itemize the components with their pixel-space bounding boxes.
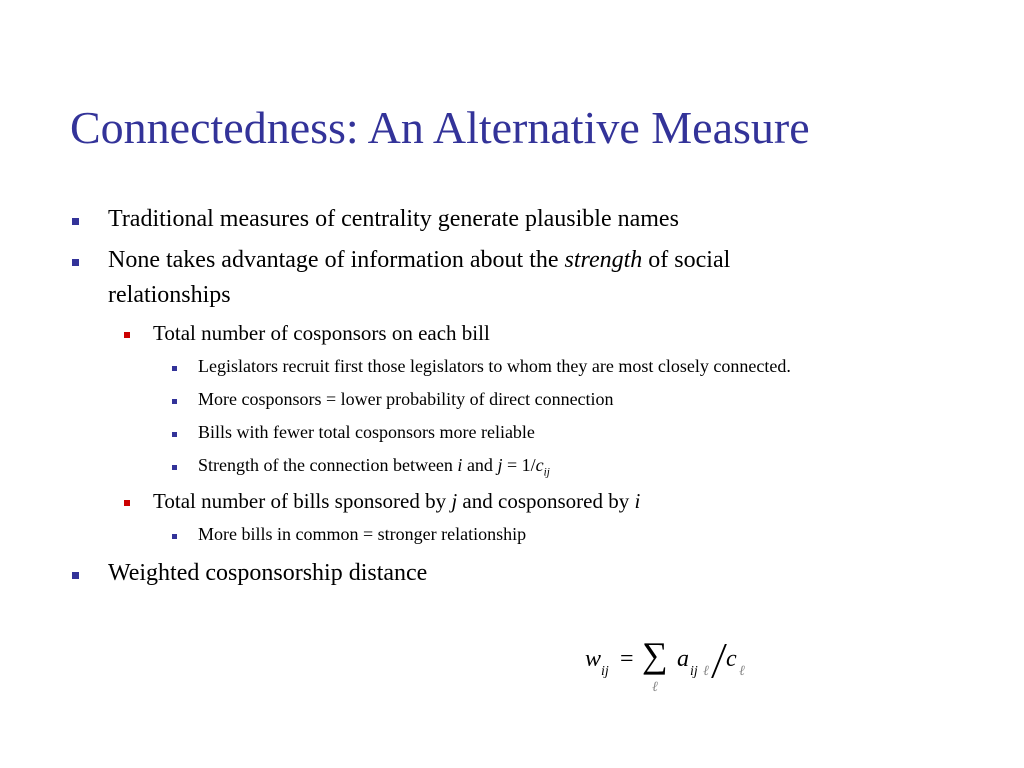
var-c: c: [535, 455, 544, 475]
bullet-text: [153, 489, 640, 514]
bullet-marker-icon: [124, 332, 130, 338]
bullet-text-continuation: relationships: [108, 282, 231, 308]
formula-w: w: [585, 646, 602, 672]
var-j: j: [451, 489, 458, 513]
bullet-text-part: of social: [642, 247, 731, 273]
bullet-text-part: Total number of bills sponsored by: [153, 489, 452, 513]
formula-a-subscript-ell: ℓ: [703, 664, 709, 679]
bullet-text: [108, 247, 730, 274]
bullet-text: More bills in common = stronger relationship: [198, 524, 527, 544]
emphasis-strength: strength: [564, 247, 643, 273]
bullet-text: [198, 455, 550, 479]
bullet-marker-icon: [172, 465, 177, 470]
fraction-slash-icon: [711, 644, 727, 678]
bullet-text-part: and: [462, 455, 498, 475]
bullet-text: Total number of cosponsors on each bill: [153, 321, 490, 345]
bullet-marker-icon: [172, 399, 177, 404]
bullet-text-part: and cosponsored by: [457, 489, 635, 513]
bullet-text: Traditional measures of centrality generate plausible names: [108, 206, 679, 232]
bullet-text: Bills with fewer total cosponsors more reliable: [198, 422, 535, 442]
formula-c: c: [726, 646, 737, 672]
var-i: i: [457, 455, 463, 475]
bullet-text-part: = 1/: [502, 455, 536, 475]
bullet-text-part: None takes advantage of information about the: [108, 247, 565, 273]
bullet-text: Legislators recruit first those legislators to whom they are most closely connected.: [198, 356, 791, 376]
formula-a-subscript: ij: [690, 664, 698, 679]
var-c-subscript: ij: [543, 466, 550, 479]
bullet-text-part: Strength of the connection between: [198, 455, 458, 475]
bullet-marker-icon: [72, 218, 79, 225]
weighted-distance-formula: [585, 636, 765, 706]
formula-equals: =: [620, 646, 634, 672]
slide-title: Connectedness: An Alternative Measure: [70, 102, 810, 153]
sum-icon: ∑: [642, 635, 668, 675]
var-j: j: [497, 455, 503, 475]
formula-c-subscript: ℓ: [739, 664, 745, 679]
bullet-marker-icon: [172, 432, 177, 437]
bullet-marker-icon: [72, 259, 79, 266]
formula-a: a: [677, 646, 689, 672]
formula-w-subscript: ij: [601, 664, 609, 679]
bullet-marker-icon: [172, 534, 177, 539]
bullet-text: Weighted cosponsorship distance: [108, 560, 428, 586]
bullet-marker-icon: [172, 366, 177, 371]
bullet-text: More cosponsors = lower probability of direct connection: [198, 389, 614, 409]
bullet-marker-icon: [72, 572, 79, 579]
bullet-marker-icon: [124, 500, 130, 506]
var-i: i: [634, 489, 641, 513]
formula-sum-subscript: ℓ: [652, 680, 658, 695]
